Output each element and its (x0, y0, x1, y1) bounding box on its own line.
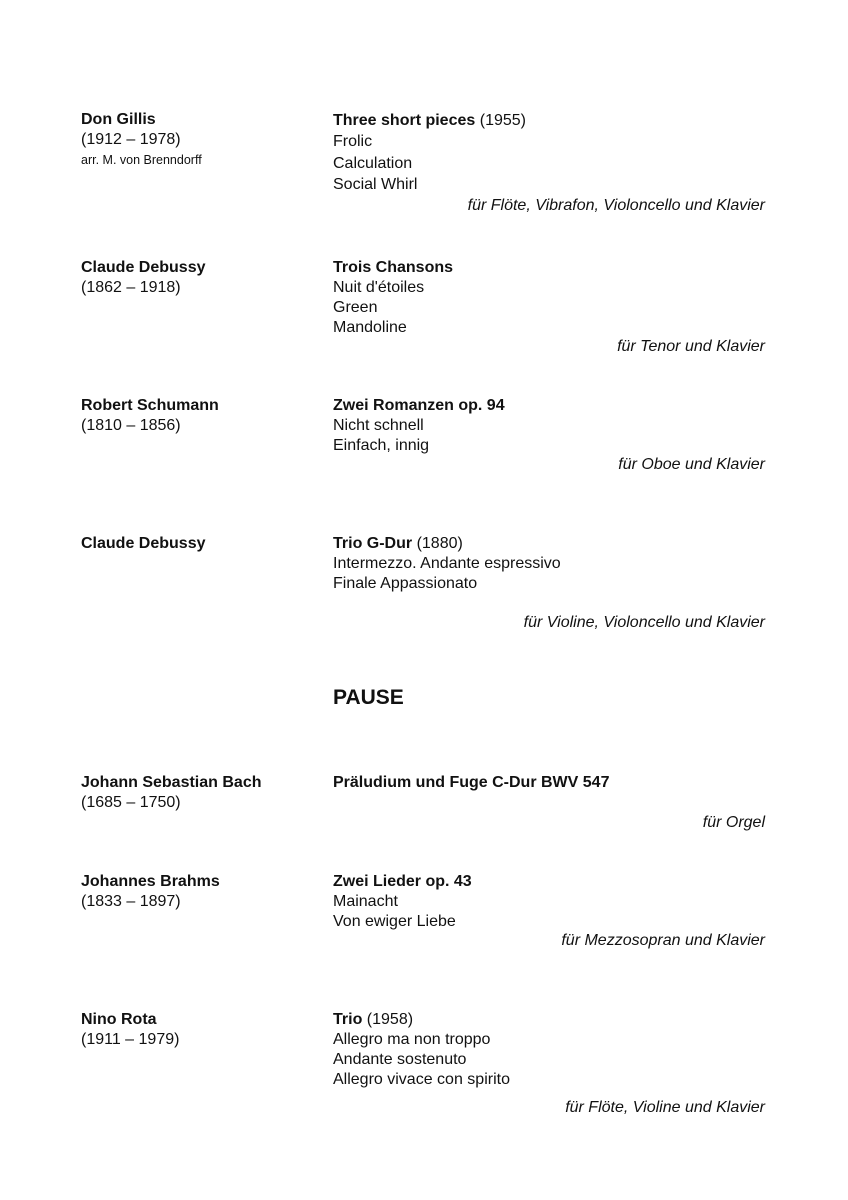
work-year: (1958) (366, 1011, 414, 1028)
work-block (333, 110, 526, 195)
composer-dates: (1911 – 1979) (81, 1031, 180, 1048)
composer-name: Johann Sebastian Bach (81, 774, 262, 791)
instrumentation: für Violine, Violoncello und Klavier (523, 614, 765, 631)
work-year: (1955) (479, 112, 526, 129)
composer-dates: (1833 – 1897) (81, 893, 181, 910)
movement: Intermezzo. Andante espressivo (333, 555, 561, 572)
work-heading (333, 112, 526, 129)
composer-name: Don Gillis (81, 111, 156, 128)
movement: Andante sostenuto (333, 1051, 467, 1068)
work-block (333, 534, 561, 594)
instrumentation: für Oboe und Klavier (618, 456, 765, 473)
movement: Von ewiger Liebe (333, 913, 456, 930)
movement: Mandoline (333, 319, 407, 336)
work-block (333, 773, 609, 793)
work-block (333, 258, 453, 338)
work-title: Trio G-Dur (333, 535, 413, 552)
work-block (333, 872, 472, 932)
instrumentation: für Flöte, Vibrafon, Violoncello und Klavier (467, 197, 765, 214)
composer-name: Claude Debussy (81, 259, 206, 276)
movement: Nuit d'étoiles (333, 279, 425, 296)
composer-name: Robert Schumann (81, 397, 219, 414)
composer-dates: (1862 – 1918) (81, 279, 181, 296)
work-title: Präludium und Fuge C-Dur BWV 547 (333, 774, 610, 791)
work-title: Trio (333, 1011, 363, 1028)
movement: Allegro ma non troppo (333, 1031, 491, 1048)
composer-dates: (1685 – 1750) (81, 794, 181, 811)
composer-name: Nino Rota (81, 1011, 157, 1028)
movement: Mainacht (333, 893, 398, 910)
movement: Finale Appassionato (333, 575, 478, 592)
movement: Social Whirl (333, 175, 418, 193)
composer-block (81, 258, 205, 298)
work-block (333, 396, 505, 456)
work-heading (333, 1011, 413, 1028)
composer-block (81, 1010, 179, 1050)
instrumentation: für Tenor und Klavier (617, 338, 765, 355)
work-title: Zwei Romanzen op. 94 (333, 397, 505, 414)
composer-block (81, 396, 219, 436)
arranger-credit: arr. M. von Brenndorff (81, 153, 202, 167)
work-title: Three short pieces (333, 112, 476, 129)
composer-dates: (1810 – 1856) (81, 417, 181, 434)
instrumentation: für Mezzosopran und Klavier (561, 932, 765, 949)
intermission-heading: PAUSE (333, 686, 404, 709)
work-title: Trois Chansons (333, 259, 454, 276)
composer-block (81, 110, 202, 170)
movement: Nicht schnell (333, 417, 424, 434)
work-title: Zwei Lieder op. 43 (333, 873, 472, 890)
instrumentation: für Flöte, Violine und Klavier (565, 1099, 765, 1116)
composer-block (81, 872, 220, 912)
composer-dates: (1912 – 1978) (81, 131, 181, 148)
composer-block (81, 534, 205, 554)
composer-block (81, 773, 262, 813)
movement: Green (333, 299, 378, 316)
movement: Einfach, innig (333, 437, 430, 454)
work-block (333, 1010, 510, 1090)
composer-name: Claude Debussy (81, 535, 206, 552)
work-heading (333, 535, 463, 552)
instrumentation: für Orgel (702, 814, 765, 831)
movement: Calculation (333, 154, 413, 172)
composer-name: Johannes Brahms (81, 873, 220, 890)
movement: Allegro vivace con spirito (333, 1071, 510, 1088)
movement: Frolic (333, 133, 373, 151)
work-year: (1880) (416, 535, 463, 552)
